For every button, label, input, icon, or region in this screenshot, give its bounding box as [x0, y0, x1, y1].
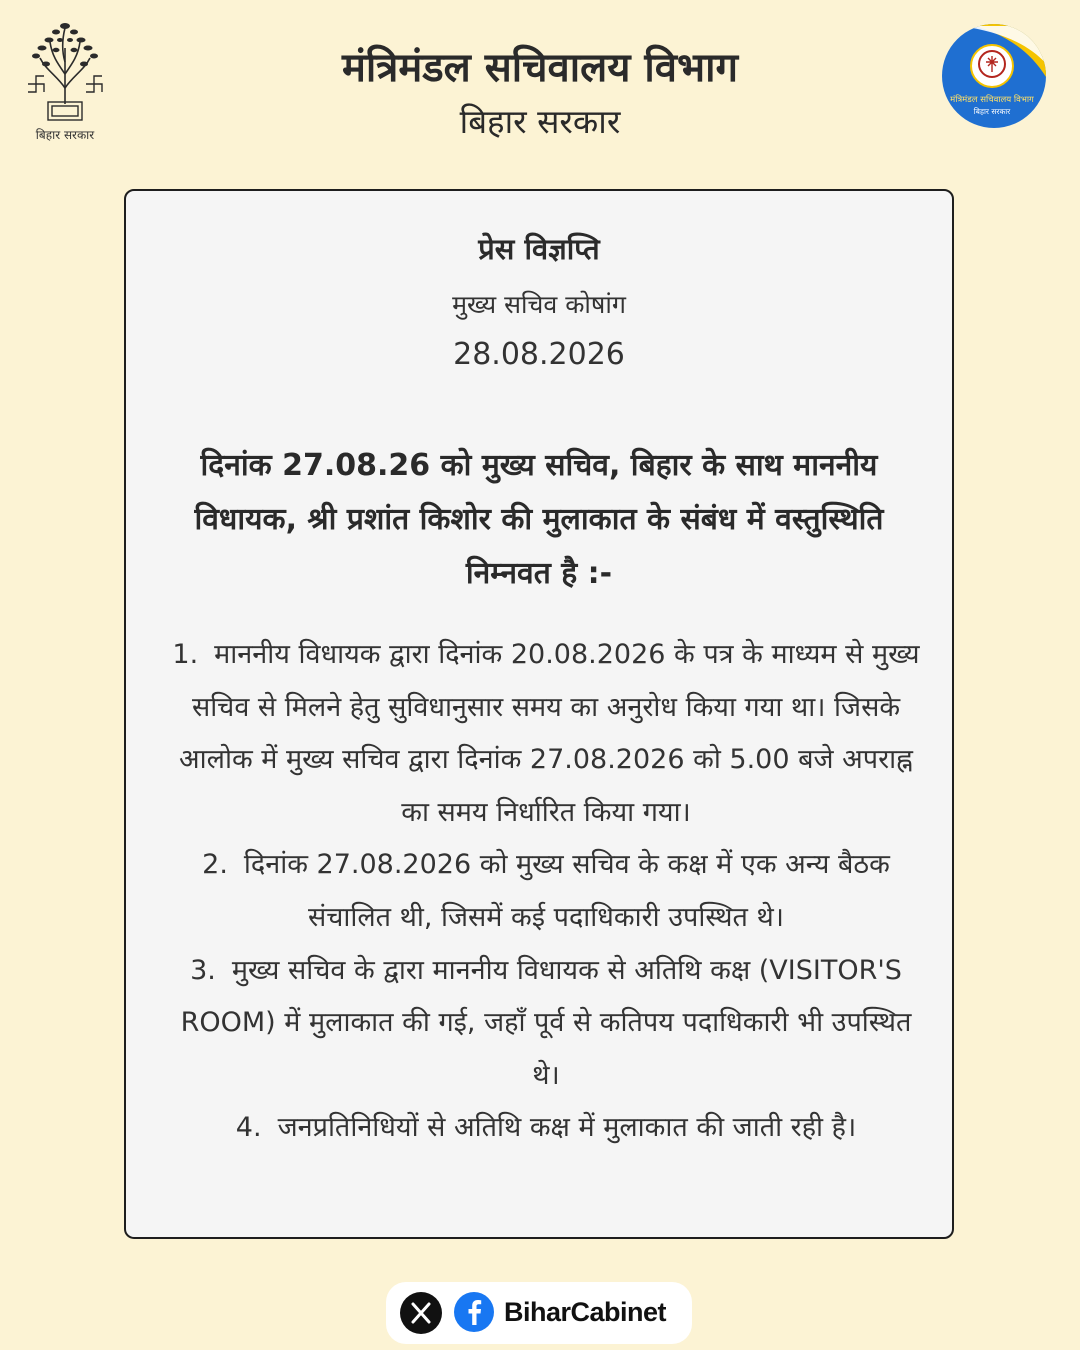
department-title: मंत्रिमंडल सचिवालय विभाग	[342, 45, 738, 91]
release-subject: दिनांक 27.08.26 को मुख्य सचिव, बिहार के साथ माननीय विधायक, श्री प्रशांत किशोर की मुलाकात के संबंध में वस्तुस्थिति निम्नवत है :-	[194, 448, 884, 591]
point-text: जनप्रतिनिधियों से अतिथि कक्ष में मुलाकात की जाती रही है।	[277, 1112, 857, 1144]
release-date: 28.08.2026	[453, 337, 625, 372]
point-number: 4.	[235, 1112, 262, 1144]
press-release-card	[124, 189, 954, 1239]
emblem-caption: बिहार सरकार	[35, 128, 95, 142]
release-points-list	[166, 629, 926, 1155]
point-number: 1.	[172, 639, 199, 670]
issuing-cell: मुख्य सचिव कोषांग	[452, 290, 626, 319]
point-number: 3.	[190, 954, 216, 986]
point-number: 2.	[202, 849, 228, 881]
department-logo	[938, 24, 1050, 128]
department-logo-icon	[938, 24, 1050, 128]
x-icon[interactable]	[400, 1292, 442, 1334]
header	[0, 0, 1080, 170]
social-handle[interactable]: BiharCabinet	[504, 1297, 667, 1327]
list-item	[166, 839, 926, 944]
point-text: दिनांक 27.08.2026 को मुख्य सचिव के कक्ष में एक अन्य बैठक संचालित थी, जिसमें कई पदाधिकारी उपस्थित थे।	[243, 849, 890, 933]
dept-logo-subtext: बिहार सरकार	[973, 107, 1011, 116]
facebook-f-glyph	[454, 1292, 494, 1332]
x-logo-glyph	[400, 1292, 442, 1334]
point-text: माननीय विधायक द्वारा दिनांक 20.08.2026 के पत्र के माध्यम से मुख्य सचिव से मिलने हेतु सुविधानुसार समय का अनुरोध किया गया था। जिसके आलोक में मुख्य सचिव द्वारा दिनांक 27.08.2026 को 5.00 बजे अपराह्न का समय निर्धारित किया गया।	[179, 639, 920, 828]
dept-logo-text: मंत्रिमंडल सचिवालय विभाग	[950, 95, 1034, 105]
list-item	[166, 945, 926, 1103]
list-item	[166, 1102, 926, 1155]
social-handle-pill[interactable]	[386, 1282, 692, 1344]
facebook-icon[interactable]	[454, 1292, 494, 1332]
list-item	[166, 629, 926, 839]
government-subtitle: बिहार सरकार	[459, 102, 621, 141]
point-text: मुख्य सचिव के द्वारा माननीय विधायक से अतिथि कक्ष (VISITOR'S ROOM) में मुलाकात की गई, जहाँ पूर्व से कतिपय पदाधिकारी भी उपस्थित थे।	[180, 954, 912, 1091]
press-release-title: प्रेस विज्ञप्ति	[478, 232, 600, 266]
